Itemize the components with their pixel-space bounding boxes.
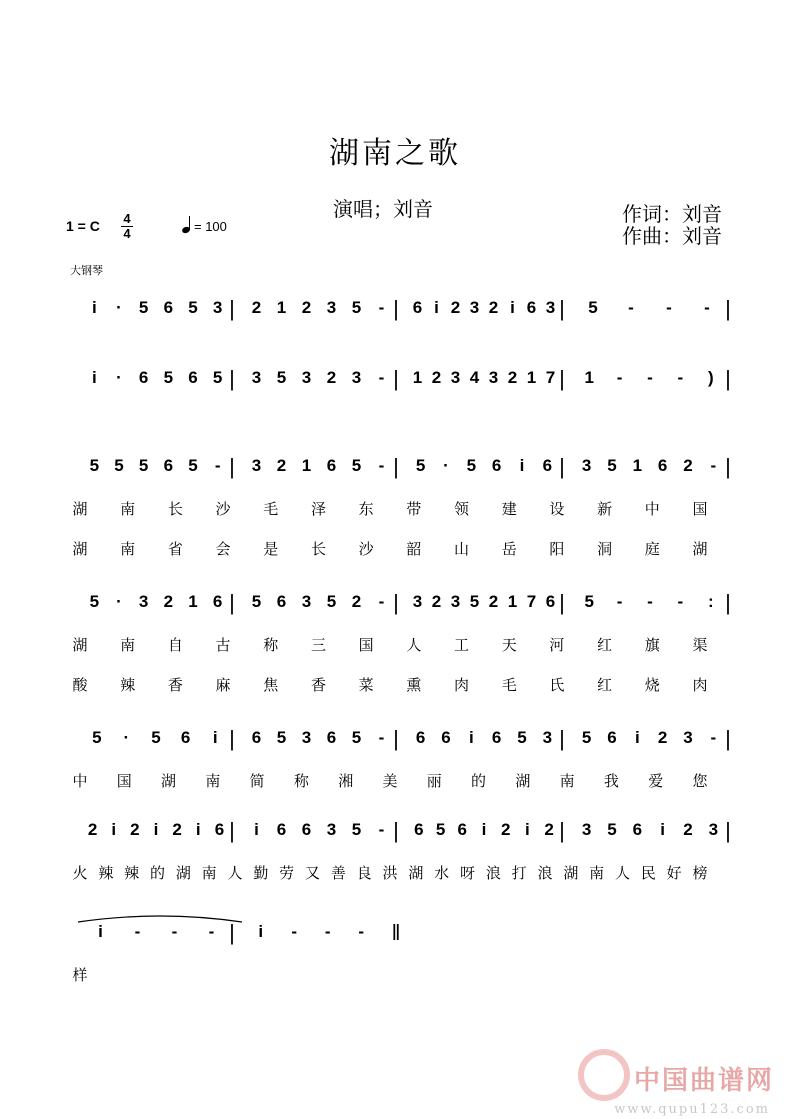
lyric-char: 的 [471, 772, 487, 790]
note-glyph: 3 [488, 368, 499, 387]
note-glyph: 5 [151, 728, 161, 747]
lyric-char: 河 [549, 636, 565, 654]
lyric-char: 湖 [72, 540, 88, 558]
barline: | [229, 590, 235, 615]
note-glyph: - [324, 922, 331, 941]
lyric-char: 香 [167, 676, 183, 694]
note-glyph: - [677, 592, 684, 611]
note-glyph: 3 [581, 820, 592, 839]
lyric-char: 人 [406, 636, 422, 654]
composer-credit: 作曲：刘音 [622, 224, 722, 248]
lyric-char: 庭 [644, 540, 660, 558]
barline: | [393, 590, 399, 615]
note-glyph: 5 [276, 368, 287, 387]
note-glyph: 1 [188, 592, 198, 611]
note-glyph: 5 [188, 456, 198, 475]
note-glyph: 2 [163, 592, 174, 611]
note-glyph: - [378, 368, 385, 387]
barline: | [725, 590, 731, 615]
note-glyph: 6 [441, 728, 451, 747]
note-glyph: 6 [326, 456, 337, 475]
lyric-char: 设 [549, 500, 565, 518]
note-glyph: 5 [607, 820, 617, 839]
note-glyph: 6 [212, 592, 223, 611]
note-glyph: · [116, 592, 122, 611]
note-glyph: 3 [212, 298, 223, 317]
key-signature: 1 = C [66, 218, 100, 234]
note-glyph: · [116, 298, 122, 317]
lyric-char: 您 [692, 772, 708, 790]
lyric-char: 国 [692, 500, 708, 518]
lyric-char: 是 [263, 540, 279, 558]
note-glyph: - [616, 592, 623, 611]
watermark-url: www.qupu123.com [614, 1102, 770, 1117]
barline: | [725, 454, 731, 479]
barline: | [229, 920, 235, 945]
note-glyph: 5 [138, 298, 149, 317]
lyric-char: 浪 [485, 864, 501, 882]
note-glyph: 5 [89, 456, 100, 475]
lyric-char: 湖 [72, 636, 88, 654]
note-glyph: 5 [588, 298, 598, 317]
lyric-char: 我 [603, 772, 619, 790]
note-glyph: 3 [301, 368, 312, 387]
lyric-char: 山 [454, 540, 470, 558]
note-glyph: · [116, 368, 122, 387]
note-glyph: 5 [351, 456, 362, 475]
note-glyph: 2 [351, 592, 362, 611]
note-glyph: - [647, 592, 653, 611]
lyric-char: 三 [310, 636, 326, 654]
lyric-char: 旗 [644, 636, 660, 654]
note-glyph: 6 [163, 456, 174, 475]
lyric-char: 阳 [549, 540, 565, 558]
barline: | [559, 366, 565, 391]
note-glyph: 5 [607, 456, 617, 475]
lyric-char: 爱 [648, 772, 664, 790]
note-glyph: 6 [415, 728, 426, 747]
note-glyph: - [134, 922, 141, 941]
note-glyph: 2 [276, 456, 287, 475]
lyric-char: 辣 [124, 864, 140, 882]
note-glyph: 2 [500, 820, 511, 839]
lyric-char: 酸 [72, 676, 88, 694]
lyric-char: 南 [589, 864, 605, 882]
lyric-char: 呀 [459, 864, 476, 882]
note-glyph: i [254, 820, 259, 839]
note-glyph: 2 [301, 298, 312, 317]
lyric-char: 香 [310, 676, 326, 694]
barline: | [725, 296, 731, 321]
note-glyph: - [704, 298, 710, 317]
lyric-char: 丽 [426, 772, 442, 790]
note-glyph: 3 [301, 728, 312, 747]
lyric-char: 湖 [563, 864, 579, 882]
watermark-brand: 中国曲谱网 [633, 1066, 774, 1096]
note-glyph: 5 [351, 298, 362, 317]
instrument-label: 大钢琴 [70, 264, 103, 277]
lyric-char: 湖 [161, 772, 177, 790]
lyric-char: 人 [227, 864, 243, 882]
barline: | [229, 818, 235, 843]
note-glyph: 4 [469, 368, 480, 387]
lyric-char: 国 [116, 772, 132, 790]
lyric-char: 麻 [215, 676, 231, 694]
note-glyph: 2 [488, 298, 499, 317]
note-glyph: 6 [526, 298, 537, 317]
lyric-char: 样 [72, 966, 88, 984]
note-glyph: - [358, 922, 365, 941]
note-glyph: i [468, 728, 474, 747]
note-glyph: 2 [657, 728, 668, 747]
note-glyph: - [710, 456, 717, 475]
note-glyph: 6 [138, 368, 149, 387]
lyric-char: 熏 [406, 676, 422, 694]
note-glyph: 3 [351, 368, 362, 387]
time-signature-top: 4 [123, 211, 131, 226]
note-glyph: 5 [276, 728, 287, 747]
lyric-char: 建 [501, 500, 517, 518]
song-title: 湖南之歌 [329, 136, 461, 171]
lyric-char: 会 [215, 540, 231, 558]
note-glyph: 6 [412, 298, 423, 317]
note-glyph: 6 [326, 728, 337, 747]
note-glyph: 5 [466, 456, 477, 475]
note-glyph: 6 [214, 820, 225, 839]
note-glyph: 2 [251, 298, 262, 317]
lyric-char: 的 [149, 864, 166, 882]
lyric-char: 长 [167, 500, 183, 518]
lyric-char: 天 [501, 636, 517, 654]
lyric-char: 南 [120, 500, 136, 518]
lyric-char: 南 [120, 636, 136, 654]
note-glyph: - [677, 368, 684, 387]
note-glyph: - [666, 298, 672, 317]
note-glyph: 5 [584, 592, 594, 611]
note-glyph: 3 [545, 298, 556, 317]
note-glyph: i [153, 820, 159, 839]
note-glyph: 2 [326, 368, 337, 387]
lyric-char: 东 [358, 500, 374, 518]
lyric-char: 渠 [692, 636, 708, 654]
lyric-char: 榜 [692, 864, 708, 882]
lyric-char: 美 [382, 772, 398, 790]
singer-credit: 演唱；刘音 [333, 197, 433, 221]
barline: | [559, 454, 565, 479]
lyric-char: 南 [120, 540, 136, 558]
note-glyph: i [111, 820, 117, 839]
note-glyph: 3 [581, 456, 592, 475]
note-glyph: 2 [431, 592, 442, 611]
note-glyph: 3 [138, 592, 149, 611]
note-glyph: · [123, 728, 130, 747]
lyric-char: 烧 [644, 676, 660, 694]
note-glyph: 1 [526, 368, 537, 387]
note-glyph: 6 [180, 728, 191, 747]
note-glyph: 2 [488, 592, 499, 611]
note-glyph: 1 [276, 298, 287, 317]
note-glyph: 2 [507, 368, 518, 387]
lyric-char: 南 [205, 772, 221, 790]
barline: | [725, 366, 731, 391]
note-glyph: - [208, 922, 215, 941]
note-glyph: 5 [138, 456, 149, 475]
lyric-char: 好 [666, 864, 682, 882]
note-glyph: 6 [163, 298, 174, 317]
lyric-char: 湖 [515, 772, 531, 790]
note-glyph: - [291, 922, 298, 941]
barline: | [559, 590, 565, 615]
lyric-char: 人 [614, 864, 631, 882]
note-glyph: i [660, 820, 666, 839]
note-glyph: i [519, 456, 525, 475]
lyric-char: 辣 [120, 676, 136, 694]
note-glyph: 3 [708, 820, 719, 839]
note-glyph: - [628, 298, 634, 317]
note-glyph: 5 [188, 298, 198, 317]
lyric-char: 民 [640, 864, 656, 882]
note-glyph: 3 [683, 728, 693, 747]
note-glyph: : [707, 592, 714, 611]
barline: | [559, 726, 565, 751]
barline: | [393, 454, 399, 479]
lyric-char: 洪 [382, 864, 398, 882]
lyric-char: 岳 [501, 540, 517, 558]
note-glyph: 6 [542, 456, 553, 475]
barline: | [229, 366, 235, 391]
lyric-char: 湖 [408, 864, 424, 882]
note-glyph: 5 [163, 368, 174, 387]
note-glyph: 2 [683, 820, 693, 839]
note-glyph: 6 [457, 820, 468, 839]
lyric-char: 中 [644, 500, 660, 518]
note-glyph: 2 [683, 456, 693, 475]
barline: | [393, 366, 399, 391]
note-glyph: 6 [491, 728, 502, 747]
lyric-char: 红 [597, 636, 613, 654]
note-glyph: 3 [326, 298, 337, 317]
note-glyph: i [434, 298, 439, 317]
note-glyph: 5 [469, 592, 480, 611]
note-glyph: 3 [251, 368, 262, 387]
lyric-char: 毛 [263, 500, 279, 518]
note-glyph: · [443, 456, 449, 475]
note-glyph: 6 [491, 456, 502, 475]
lyricist-credit: 作词：刘音 [622, 202, 722, 226]
lyric-char: 工 [454, 636, 470, 654]
time-signature-bottom: 4 [121, 226, 133, 241]
lyric-char: 新 [597, 500, 613, 518]
note-glyph: i [98, 922, 103, 941]
note-glyph: 3 [301, 592, 312, 611]
note-glyph: - [378, 456, 385, 475]
barline: | [559, 296, 565, 321]
lyric-char: 韶 [406, 540, 422, 558]
note-glyph: i [510, 298, 515, 317]
lyric-char: 沙 [358, 540, 374, 558]
note-glyph: 6 [607, 728, 617, 747]
note-glyph: - [378, 728, 385, 747]
lyric-char: 打 [511, 864, 527, 882]
note-glyph: 3 [450, 592, 461, 611]
lyric-char: 浪 [537, 864, 553, 882]
note-glyph: 6 [414, 820, 424, 839]
note-glyph: 5 [351, 820, 362, 839]
lyric-char: 劳 [279, 864, 295, 882]
lyric-char: 带 [406, 500, 422, 518]
note-glyph: 1 [584, 368, 594, 387]
lyric-char: 湖 [72, 500, 88, 518]
lyric-char: 湖 [692, 540, 708, 558]
barline: | [229, 296, 235, 321]
note-glyph: ) [707, 368, 714, 387]
note-glyph: 5 [435, 820, 446, 839]
barline: | [393, 726, 399, 751]
note-glyph: - [647, 368, 653, 387]
tie-arc-path [78, 916, 242, 922]
note-glyph: 5 [517, 728, 527, 747]
lyric-char: 毛 [501, 676, 517, 694]
lyric-char: 南 [559, 772, 575, 790]
lyric-char: 焦 [263, 676, 279, 694]
barline: | [725, 726, 731, 751]
note-glyph: 5 [581, 728, 592, 747]
lyric-char: 湖 [175, 864, 191, 882]
lyric-char: 肉 [454, 676, 470, 694]
note-glyph: - [171, 922, 178, 941]
note-glyph: 6 [301, 820, 312, 839]
note-glyph: i [91, 298, 97, 317]
note-glyph: i [195, 820, 201, 839]
barline: | [393, 818, 399, 843]
note-glyph: 5 [212, 368, 223, 387]
note-glyph: 5 [89, 592, 100, 611]
lyric-char: 泽 [310, 500, 326, 518]
tempo-value: = 100 [194, 219, 227, 234]
note-glyph: 6 [632, 820, 643, 839]
note-glyph: 7 [526, 592, 537, 611]
barline: | [229, 454, 235, 479]
note-glyph: i [258, 922, 264, 941]
note-glyph: 1 [412, 368, 423, 387]
note-glyph: 6 [657, 456, 668, 475]
lyric-char: 中 [72, 772, 88, 790]
barline: | [559, 818, 565, 843]
lyric-char: 洞 [597, 540, 613, 558]
note-glyph: 2 [450, 298, 461, 317]
note-glyph: 3 [542, 728, 553, 747]
note-glyph: 3 [412, 592, 423, 611]
note-glyph: 7 [545, 368, 556, 387]
note-glyph: 2 [130, 820, 140, 839]
note-glyph: 3 [251, 456, 262, 475]
note-glyph: i [481, 820, 487, 839]
note-glyph: 6 [188, 368, 198, 387]
note-glyph: i [91, 368, 97, 387]
barline: | [393, 296, 399, 321]
note-glyph: 3 [450, 368, 461, 387]
barline: | [229, 726, 235, 751]
lyric-char: 善 [330, 864, 346, 882]
note-glyph: 5 [251, 592, 262, 611]
note-glyph: 6 [251, 728, 262, 747]
note-glyph: 3 [469, 298, 480, 317]
lyric-char: 省 [167, 540, 183, 558]
barline: ‖ [391, 920, 401, 945]
note-glyph: 5 [326, 592, 337, 611]
lyric-char: 南 [201, 864, 217, 882]
note-glyph: - [378, 820, 385, 839]
note-glyph: i [212, 728, 218, 747]
lyric-char: 沙 [215, 500, 231, 518]
note-glyph: - [616, 368, 623, 387]
note-glyph: 2 [172, 820, 182, 839]
lyric-char: 领 [454, 500, 470, 518]
lyric-char: 又 [304, 864, 321, 882]
note-glyph: i [634, 728, 640, 747]
lyric-char: 湘 [338, 772, 354, 790]
barline: | [725, 818, 731, 843]
note-glyph: 1 [632, 456, 643, 475]
lyric-char: 水 [434, 864, 450, 882]
lyric-char: 勤 [253, 864, 269, 882]
note-glyph: 2 [544, 820, 554, 839]
note-glyph: 1 [301, 456, 312, 475]
lyric-char: 称 [293, 772, 309, 790]
lyric-char: 称 [263, 636, 279, 654]
lyric-char: 辣 [98, 864, 114, 882]
lyric-char: 火 [72, 864, 88, 882]
lyric-char: 菜 [358, 676, 374, 694]
lyric-char: 肉 [692, 676, 708, 694]
lyric-char: 良 [356, 864, 372, 882]
note-glyph: 5 [92, 728, 102, 747]
note-glyph: 5 [415, 456, 426, 475]
note-glyph: 6 [276, 592, 287, 611]
note-glyph: i [525, 820, 530, 839]
lyric-char: 自 [167, 636, 183, 654]
lyric-char: 长 [310, 540, 326, 558]
note-glyph: 3 [326, 820, 337, 839]
lyric-char: 红 [597, 676, 613, 694]
note-glyph: 2 [87, 820, 98, 839]
lyric-char: 氏 [549, 676, 565, 694]
note-glyph: 6 [276, 820, 287, 839]
note-glyph: - [214, 456, 221, 475]
note-glyph: 5 [114, 456, 124, 475]
note-glyph: 6 [545, 592, 556, 611]
lyric-char: 国 [358, 636, 374, 654]
note-glyph: 5 [351, 728, 362, 747]
note-glyph: 2 [431, 368, 442, 387]
note-glyph: - [710, 728, 717, 747]
lyric-char: 古 [215, 636, 231, 654]
lyric-char: 简 [249, 772, 265, 790]
note-glyph: 1 [507, 592, 518, 611]
note-glyph: - [378, 298, 385, 317]
note-glyph: - [378, 592, 385, 611]
